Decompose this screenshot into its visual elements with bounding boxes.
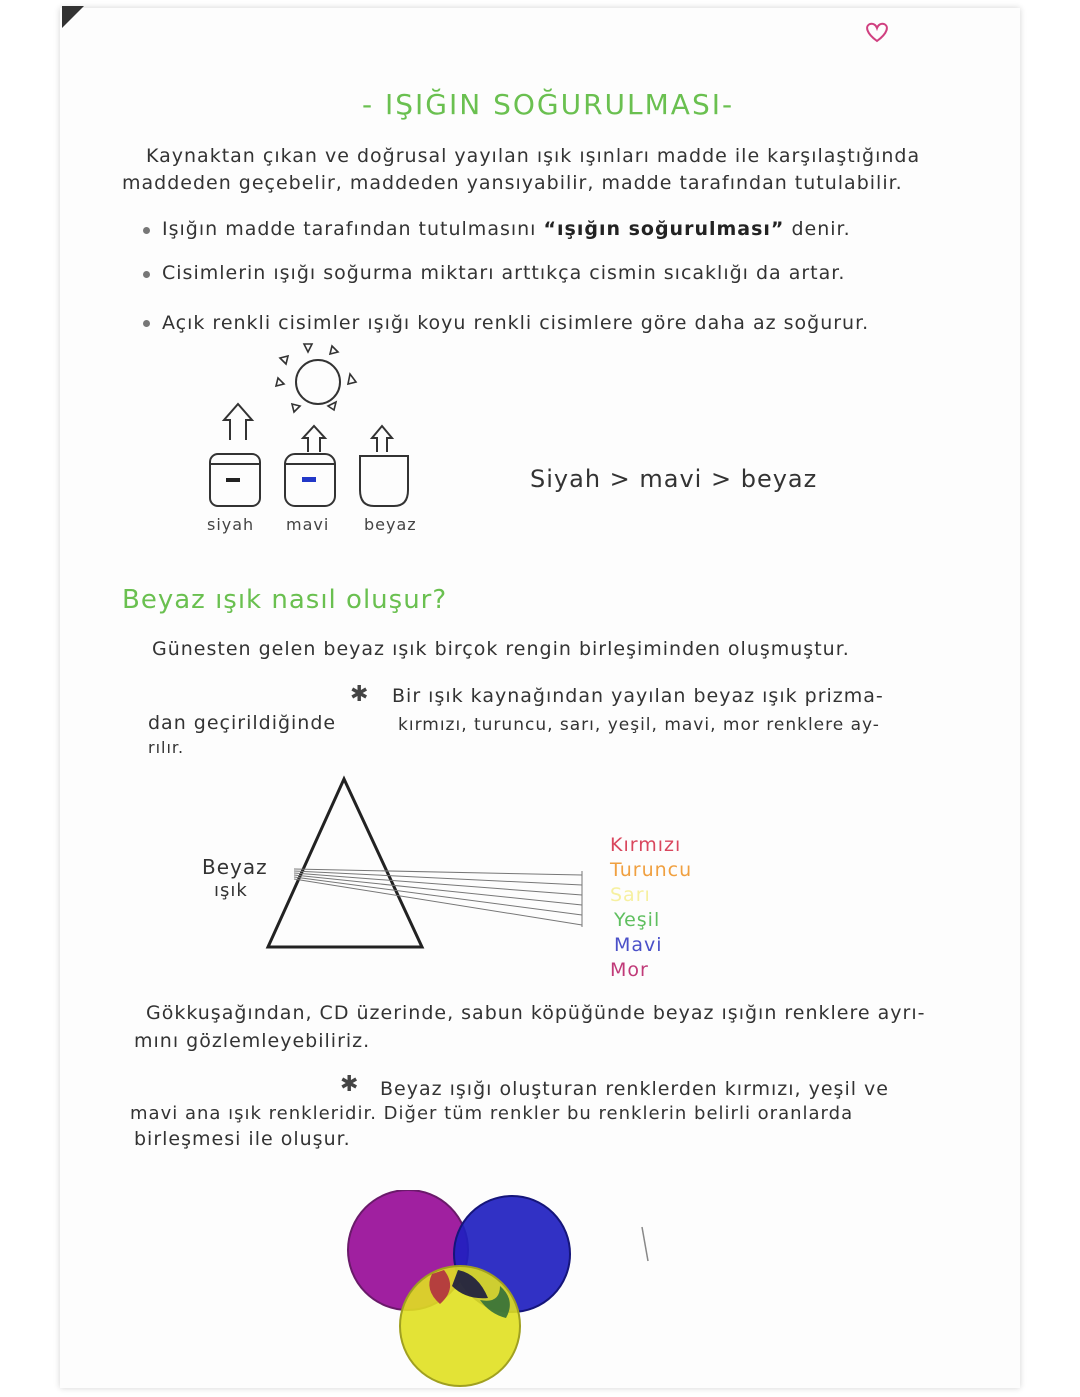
asterisk-icon: ✱ — [340, 1072, 360, 1097]
bullet-dot — [143, 320, 150, 327]
prism-input-label-2: ışık — [214, 880, 248, 901]
bullet-dot — [143, 227, 150, 234]
spectrum-label: Kırmızı — [610, 834, 682, 856]
rainbow-text-line-1: Gökkuşağından, CD üzerinde, sabun köpüğünde beyaz ışığın renklere ayrı- — [146, 1002, 926, 1024]
prism-input-label-1: Beyaz — [202, 855, 268, 879]
sun-light-text: Günesten gelen beyaz ışık birçok rengin birleşiminden oluşmuştur. — [152, 638, 850, 660]
prism-note-line-2b: kırmızı, turuncu, sarı, yeşil, mavi, mor renklere ay- — [398, 715, 880, 735]
prism-note-line-1: Bir ışık kaynağından yayılan beyaz ışık prizma- — [392, 685, 884, 707]
spectrum-label: Mavi — [614, 934, 663, 956]
page-corner — [62, 6, 84, 28]
prism-diagram — [260, 775, 600, 955]
jar-label-black: siyah — [207, 515, 255, 534]
primary-note-line-1: Beyaz ışığı oluşturan renklerden kırmızı, yeşil ve — [380, 1078, 889, 1100]
prism-note-line-2a: dan geçirildiğinde — [148, 712, 337, 734]
bullet-1-term: “ışığın soğurulması” — [543, 218, 785, 240]
prism-note-line-3: rılır. — [148, 738, 185, 757]
jar-label-blue: mavi — [286, 515, 330, 534]
rainbow-text-line-2: mını gözlemleyebiliriz. — [134, 1030, 371, 1052]
spectrum-label: Turuncu — [610, 859, 693, 881]
bullet-1-end: denir. — [791, 218, 851, 240]
absorption-comparison: Siyah > mavi > beyaz — [530, 465, 818, 493]
spectrum-label: Sarı — [610, 884, 651, 906]
jar-label-white: beyaz — [364, 515, 417, 534]
primary-note-line-3: birleşmesi ile oluşur. — [134, 1128, 351, 1150]
bullet-dot — [143, 271, 150, 278]
intro-line-2: maddeden geçebelir, maddeden yansıyabilir, madde tarafından tutulabilir. — [122, 172, 903, 194]
section-heading: Beyaz ışık nasıl oluşur? — [122, 585, 448, 615]
bullet-2: Cisimlerin ışığı soğurma miktarı arttıkça cismin sıcaklığı da artar. — [162, 262, 846, 284]
primary-note-line-2: mavi ana ışık renkleridir. Diğer tüm renkler bu renklerin belirli oranlarda — [130, 1103, 854, 1124]
color-mixing-diagram — [340, 1190, 580, 1390]
spectrum-label: Mor — [610, 959, 649, 981]
intro-line-1: Kaynaktan çıkan ve doğrusal yayılan ışık ışınları madde ile karşılaştığında — [146, 145, 921, 167]
bullet-3: Açık renkli cisimler ışığı koyu renkli cisimlere göre daha az soğurur. — [162, 312, 870, 334]
page-title: - IŞIĞIN SOĞURULMASI- — [362, 88, 735, 121]
heart-icon — [862, 20, 892, 44]
bullet-1 — [162, 218, 851, 240]
asterisk-icon: ✱ — [350, 682, 370, 707]
spectrum-label: Yeşil — [614, 909, 661, 931]
bullet-1-text: Işığın madde tarafından tutulmasını — [162, 218, 537, 240]
pencil-mark — [640, 1225, 652, 1265]
sun-jars-diagram — [180, 340, 440, 540]
